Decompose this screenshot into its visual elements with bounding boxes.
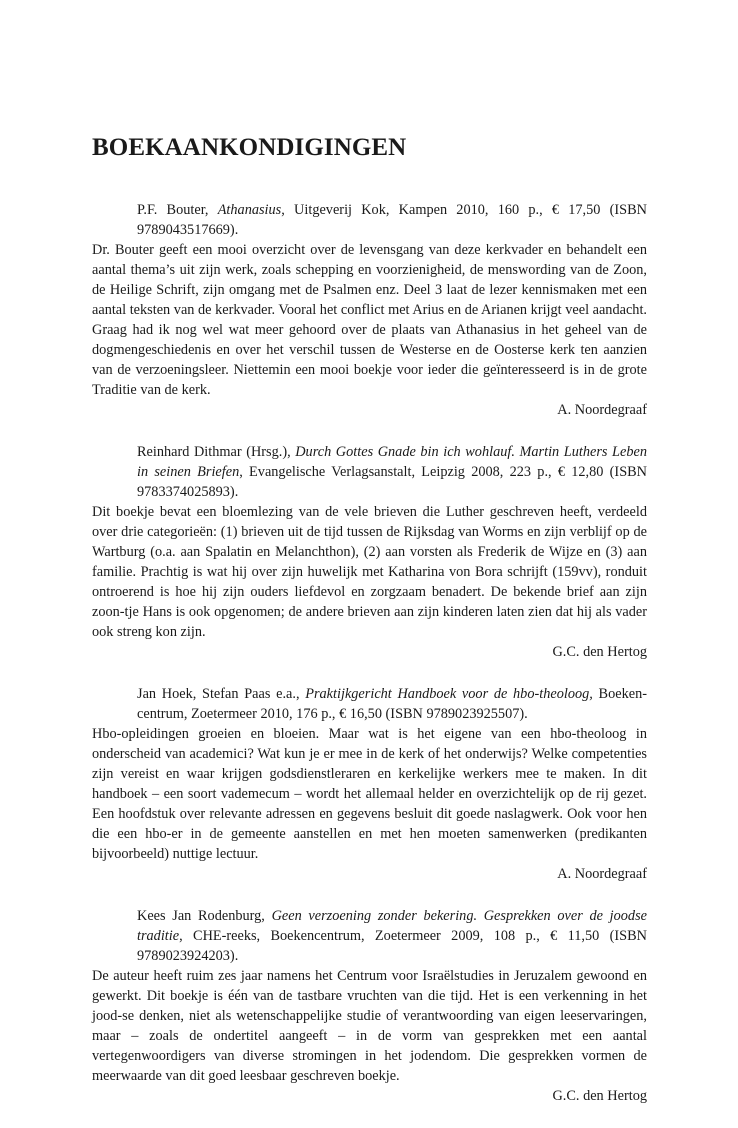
page-content: [92, 130, 647, 1128]
reviewer-name: A. Noordegraaf: [557, 402, 647, 418]
book-title: Athanasius: [217, 202, 282, 218]
book-citation: [137, 906, 647, 966]
book-citation: [137, 684, 647, 724]
reviewer-name: G.C. den Hertog: [552, 644, 647, 660]
review-entry: [92, 906, 647, 1106]
citation-author: Reinhard Dithmar (Hrsg.),: [137, 444, 296, 460]
review-entry: [92, 684, 647, 884]
page-title: BOEKAANKONDIGINGEN: [92, 134, 407, 161]
book-citation: [137, 442, 647, 502]
reviewer-name: A. Noordegraaf: [557, 866, 647, 882]
book-title: Praktijkgericht Handboek voor de hbo-theoloog,: [305, 686, 593, 702]
citation-publisher: , Uitgeverij Kok, Kampen 2010, 160 p., € 17,50 (ISBN 9789043517669).: [137, 202, 647, 238]
review-text: Dit boekje bevat een bloemlezing van de vele brieven die Luther geschreven heeft, verdeeld over drie categorieën: (1) brieven uit de tijd tussen de Rijksdag van Worms en zijn verblijf op de Wartburg (o.a. aan Spalatin en Melanchthon), (2) aan vorsten als Frederik de Wijze en (3) aan familie. Prachtig is wat hij over zijn huwelijk met Katharina von Bora schrijft (159vv), ronduit ontroerend is hoe hij zijn ouders liefdevol en zorgzaam benadert. De bekende brief aan zijn zoon-tje Hans is ook opgenomen; de andere brieven aan zijn kinderen laten zien dat hij als vader ook streng kon zijn.: [92, 504, 647, 640]
citation-author: P.F. Bouter,: [137, 202, 218, 218]
review-entry: [92, 200, 647, 420]
review-entry: [92, 442, 647, 662]
citation-publisher: Boeken-centrum, Zoetermeer 2010, 176 p., € 16,50 (ISBN 9789023925507).: [137, 686, 647, 722]
citation-author: Jan Hoek, Stefan Paas e.a.,: [137, 686, 306, 702]
review-text: Dr. Bouter geeft een mooi overzicht over de levensgang van deze kerkvader en behandelt een aantal thema’s uit zijn werk, zoals schepping en voorzienigheid, de menswording van de Zoon, de Heilige Schrift, zijn omgang met de Psalmen enz. Deel 3 laat de lezer kennismaken met een aantal teksten van de kerkvader. Vooral het conflict met Arius en de Arianen krijgt veel aandacht. Graag had ik nog wel wat meer gehoord over de plaats van Athanasius in het geheel van de dogmengeschiedenis en over het verschil tussen de Westerse en de Oosterse kerk ten aanzien van de verzoeningsleer. Niettemin een mooi boekje voor ieder die geïnteresseerd is in de grote Traditie van de kerk.: [92, 242, 647, 398]
book-citation: [137, 200, 647, 240]
citation-publisher: , Evangelische Verlagsanstalt, Leipzig 2008, 223 p., € 12,80 (ISBN 9783374025893).: [137, 464, 648, 500]
citation-author: Kees Jan Rodenburg,: [137, 908, 272, 924]
review-text: Hbo-opleidingen groeien en bloeien. Maar wat is het eigene van een hbo-theoloog in onderscheid van academici? Wat kun je er mee in de kerk of het onderwijs? Welke competenties zijn vereist en waar krijgen godsdienstleraren en kerkelijke werkers mee te maken. In dit handboek – een soort vademecum – wordt het allemaal helder en overzichtelijk op de rij gezet. Een hoofdstuk over relevante adressen en gegevens besluit dit goede naslagwerk. Ook voor hen die een hbo-er in de gemeente aanstellen en met hen moeten samenwerken (predikanten bijvoorbeeld) nuttige lectuur.: [92, 726, 647, 862]
reviewer-name: G.C. den Hertog: [552, 1088, 647, 1104]
book-title: Geen verzoening zonder bekering. Gesprekken over de joodse traditie: [137, 908, 647, 944]
citation-publisher: , CHE-reeks, Boekencentrum, Zoetermeer 2009, 108 p., € 11,50 (ISBN 9789023924203).: [137, 928, 647, 964]
book-title: Durch Gottes Gnade bin ich wohlauf. Martin Luthers Leben in seinen Briefen: [137, 444, 647, 480]
review-text: De auteur heeft ruim zes jaar namens het Centrum voor Israëlstudies in Jeruzalem gewoond en gewerkt. Dit boekje is één van de tastbare vruchten van die tijd. Het is een verkenning in het jood-se denken, niet als wetenschappelijke studie of verantwoording van eigen leeservaringen, maar – zoals de ondertitel aangeeft – in de vorm van gesprekken met een aantal vertegenwoordigers van diverse stromingen in het jodendom. Die gesprekken vormen de meerwaarde van dit goed leesbaar geschreven boekje.: [92, 968, 647, 1084]
